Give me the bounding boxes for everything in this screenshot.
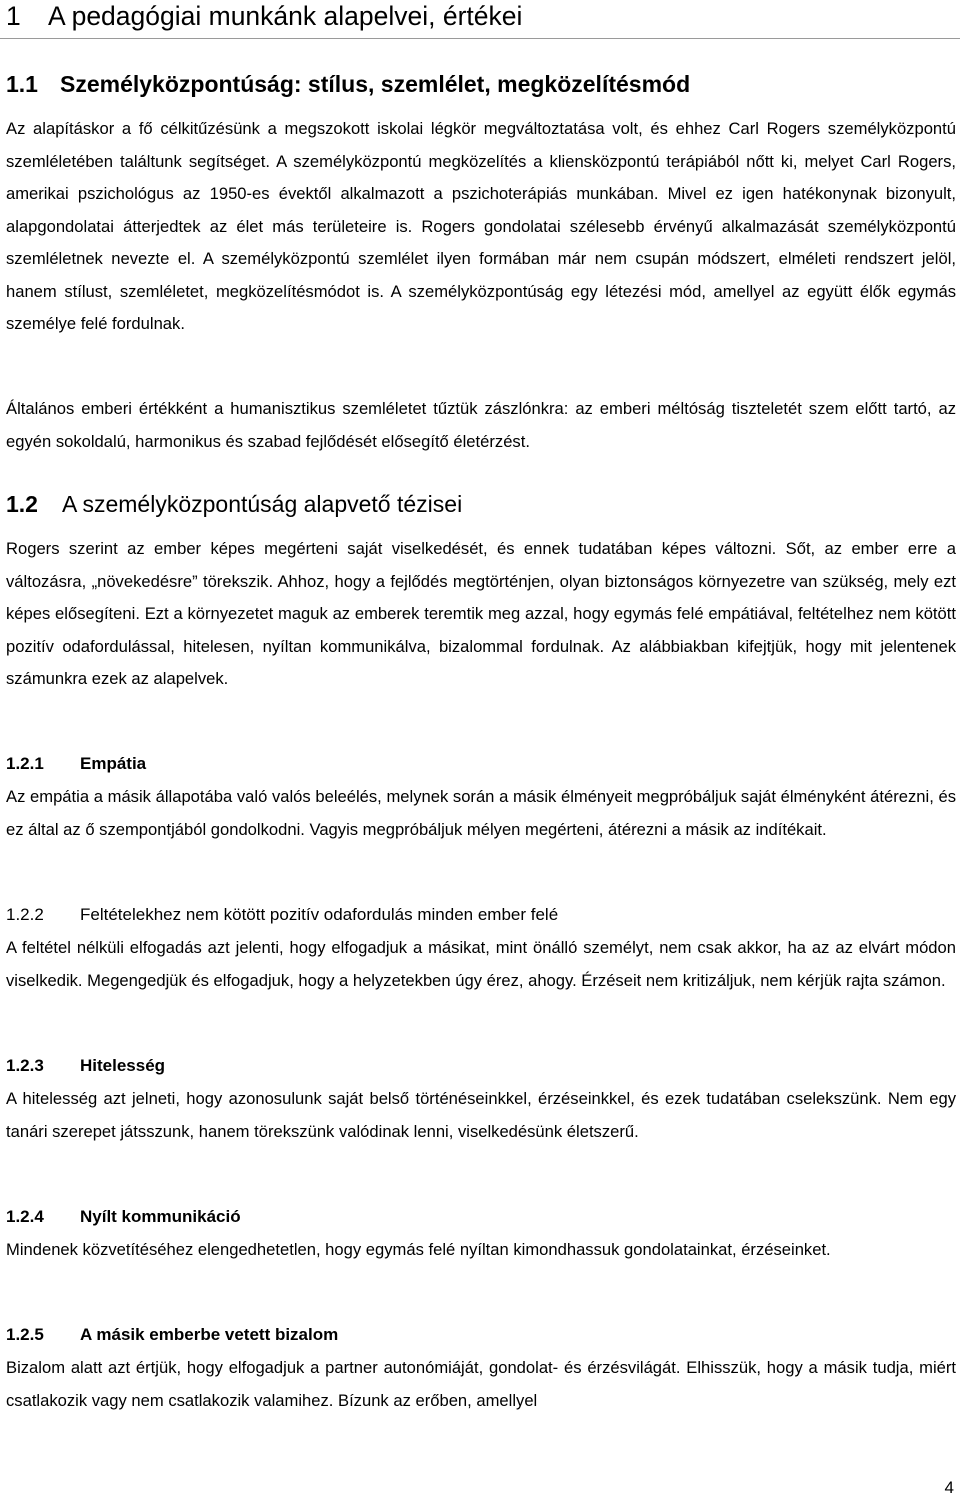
section-1-2-heading: [6, 490, 462, 518]
subsection-1-2-1-number: 1.2.1: [6, 754, 44, 773]
heading-1: [6, 0, 956, 32]
subsection-1-2-2-heading: [6, 903, 558, 927]
subsection-1-2-2-title: Feltételekhez nem kötött pozitív odafordulás minden ember felé: [80, 905, 559, 924]
section-1-1-heading: [6, 70, 690, 98]
subsection-1-2-5-heading: [6, 1323, 338, 1347]
subsection-1-2-5-title: A másik emberbe vetett bizalom: [80, 1325, 339, 1344]
section-1-1-number: 1.1: [6, 71, 38, 97]
section-1-1-paragraph-1: Az alapításkor a fő célkitűzésünk a megszokott iskolai légkör megváltoztatása volt, és ehhez Carl Rogers személyközpontú szemléletében találtunk segítséget. A személyközpontú megközelítés a kliensközpontú terápiából nőtt ki, melyet Carl Rogers, amerikai pszichológus az 1950-es évektől alkalmazott a pszichoterápiás munkában. Mivel ez igen hatékonynak bizonyult, alapgondolatai átterjedtek az élet más területeire is. Rogers gondolatai szélesebb érvényű alkalmazását személyközpontú szemléletnek nevezte el. A személyközpontú szemlélet ilyen formában már nem csupán módszert, elméleti rendszert jelöl, hanem stílust, szemléletet, megközelítésmódot is. A személyközpontúság egy létezési mód, amellyel az együtt élők egymás személye felé fordulnak.: [6, 119, 956, 333]
section-1-1-title: Személyközpontúság: stílus, szemlélet, megközelítésmód: [60, 71, 691, 97]
subsection-1-2-2-text: A feltétel nélküli elfogadás azt jelenti, hogy elfogadjuk a másikat, mint önálló személyt, nem csak akkor, ha az az elvárt módon viselkedik. Megengedjük és elfogadjuk, hogy a helyzetekben úgy érez, ahogy. Érzéseit nem kritizáljuk, nem kérjük rajta számon.: [6, 938, 956, 990]
subsection-1-2-3-heading: [6, 1054, 165, 1078]
section-1-2-paragraph: Rogers szerint az ember képes megérteni saját viselkedését, és ennek tudatában képes változni. Sőt, az ember erre a változásra, „növekedésre” törekszik. Ahhoz, hogy a fejlődés megtörténjen, olyan biztonságos környezetre van szükség, mely ezt képes elősegíteni. Ezt a környezetet maguk az emberek teremtik meg azzal, hogy egymás felé empátiával, feltételhez nem kötött pozitív odafordulással, hitelesen, nyíltan kommunikálva, bizalommal fordulnak. Az alábbiakban kifejtjük, hogy mit jelentenek számunkra ezek az alapelvek.: [6, 539, 956, 688]
subsection-1-2-1-title: Empátia: [80, 754, 147, 773]
subsection-1-2-1-text: Az empátia a másik állapotába való valós beleélés, melynek során a másik élményeit megpróbáljuk saját élményként átérezni, és ez által az ő szempontjából gondolkodni. Vagyis megpróbáljuk mélyen megérteni, átérezni a másik az indítékait.: [6, 787, 956, 839]
subsection-1-2-3-number: 1.2.3: [6, 1056, 44, 1075]
subsection-1-2-4-title: Nyílt kommunikáció: [80, 1207, 241, 1226]
heading-1-title: A pedagógiai munkánk alapelvei, értékei: [48, 1, 523, 31]
subsection-1-2-2-number: 1.2.2: [6, 905, 44, 924]
section-1-1-paragraph-2: Általános emberi értékként a humanisztikus szemléletet tűztük zászlónkra: az emberi méltóság tiszteletét szem előtt tartó, az egyén sokoldalú, harmonikus és szabad fejlődését elősegítő életérzést.: [6, 399, 956, 451]
subsection-1-2-3-title: Hitelesség: [80, 1056, 166, 1075]
subsection-1-2-5-text: Bizalom alatt azt értjük, hogy elfogadjuk a partner autonómiáját, gondolat- és érzésvilágát. Elhisszük, hogy a másik tudja, miért csatlakozik vagy nem csatlakozik valamihez. Bízunk az erőben, amellyel: [6, 1358, 956, 1410]
subsection-1-2-4-text: Mindenek közvetítéséhez elengedhetetlen, hogy egymás felé nyíltan kimondhassuk gondolatainkat, érzéseinket.: [6, 1240, 831, 1259]
heading-rule: [0, 38, 960, 39]
subsection-1-2-1-heading: [6, 752, 146, 776]
section-1-2-title: A személyközpontúság alapvető tézisei: [62, 491, 463, 517]
subsection-1-2-4-number: 1.2.4: [6, 1207, 44, 1226]
subsection-1-2-4-heading: [6, 1205, 241, 1229]
subsection-1-2-5-number: 1.2.5: [6, 1325, 44, 1344]
page-number: 4: [944, 1478, 954, 1497]
subsection-1-2-3-text: A hitelesség azt jelneti, hogy azonosulunk saját belső történéseinkkel, érzéseinkkel, és ezek tudatában cselekszünk. Nem egy tanári szerepet játsszunk, hanem törekszünk valódinak lenni, viselkedésünk életszerű.: [6, 1089, 956, 1141]
section-1-2-number: 1.2: [6, 491, 38, 517]
heading-1-number: 1: [6, 1, 21, 31]
